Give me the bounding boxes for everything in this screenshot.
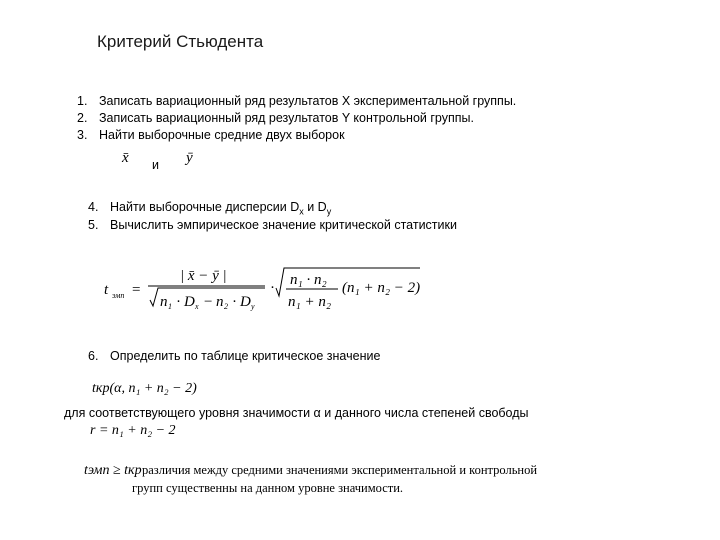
step-number: 2. (77, 111, 88, 125)
den-n2: n (216, 294, 224, 310)
step-text: Найти выборочные средние двух выборок (99, 128, 345, 142)
degrees-of-freedom-formula: r = n₁ + n₂ − 2 (90, 423, 176, 438)
den-minus: − (204, 294, 213, 310)
den-d1-sub: x (195, 302, 199, 311)
step-number: 5. (88, 218, 99, 232)
conclusion-line-2: групп существенны на данном уровне значимости. (132, 481, 404, 495)
step-1 (77, 94, 516, 108)
step-5 (88, 218, 457, 232)
den-d1: D (184, 294, 195, 310)
formula-numerator: | x̄ − ȳ | (180, 268, 227, 284)
variance-y-sub: y (326, 206, 332, 217)
step-text: Вычислить эмпирическое значение критической статистики (110, 218, 457, 232)
mean-y-symbol: ȳ (186, 150, 193, 166)
step-3 (77, 128, 345, 142)
t-critical-formula: tкр(α, n₁ + n₂ − 2) (92, 381, 197, 396)
page-title: Критерий Стьюдента (97, 32, 264, 51)
step-number: 1. (77, 94, 88, 108)
variance-x-sub: x (299, 206, 304, 217)
step-text: Записать вариационный ряд результатов X экспериментальной группы. (99, 94, 517, 108)
step-text: Определить по таблице критическое значение (110, 349, 381, 363)
step-6 (88, 349, 380, 363)
t-statistic-formula (100, 258, 440, 318)
den-d2-sub: y (251, 302, 255, 311)
mean-x-symbol: x̄ (122, 150, 129, 166)
significance-text: для соответствующего уровня значимости α и данного числа степеней свободы (64, 406, 529, 420)
frac2-denominator: n₁ + n₂ (288, 294, 332, 310)
formula-equals: = (132, 282, 141, 298)
step-2 (77, 111, 474, 125)
den-n1-sub: 1 (168, 302, 172, 311)
formula-lhs-sub: эмп (112, 291, 125, 300)
mean-conjunction: и (152, 158, 159, 172)
step-text-mid: и D (303, 200, 327, 214)
conclusion-line-1: различия между средними значениями экспериментальной и контрольной (142, 463, 538, 477)
formula-tail: (n₁ + n₂ − 2) (342, 280, 421, 296)
step-number: 4. (88, 200, 99, 214)
den-dot-1: · (176, 294, 181, 310)
den-n2-sub: 2 (224, 302, 228, 311)
den-n1: n (160, 294, 168, 310)
comparison-formula: tэмп ≥ tкр (84, 463, 142, 478)
step-text: Найти выборочные дисперсии D (110, 200, 300, 214)
den-d2: D (240, 294, 251, 310)
step-4 (88, 200, 331, 217)
formula-lhs: t (104, 282, 109, 298)
step-text: Записать вариационный ряд результатов Y контрольной группы. (99, 111, 474, 125)
den-dot-2: · (232, 294, 237, 310)
step-number: 3. (77, 128, 88, 142)
step-number: 6. (88, 349, 99, 363)
formula-times: · (270, 280, 275, 296)
frac2-numerator: n₁ · n₂ (290, 272, 327, 288)
